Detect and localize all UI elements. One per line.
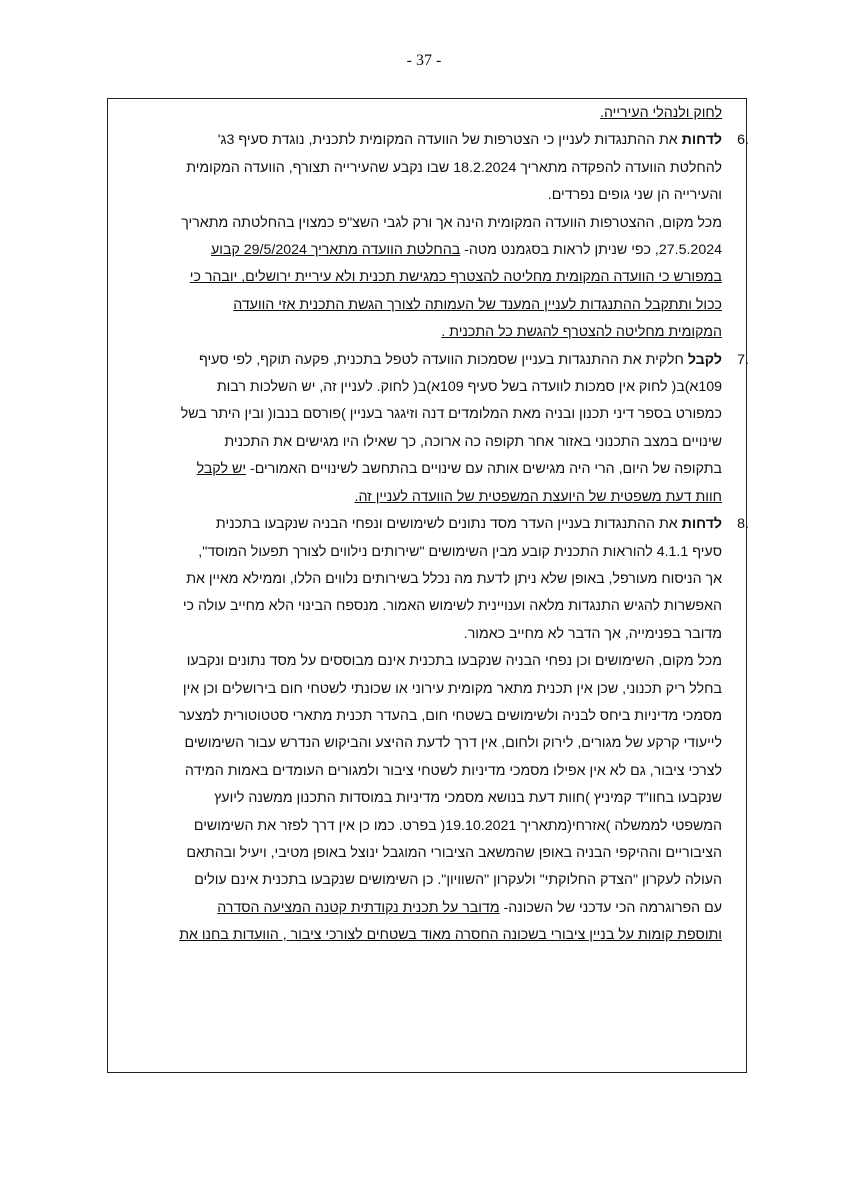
text-line: הציבוריים וההיקפי הבניה באופן שהמשאב הציבורי המוגבל ינוצל באופן מטיבי, ויעיל ובהתאם (186, 844, 722, 861)
underlined-line: במפורש כי הוועדה המקומית מחליטה להצטרף כמגישת תכנית ולא עיריית ירושלים, יובהר כי (189, 269, 722, 286)
item-number: 8. (737, 516, 749, 533)
item-number: 6. (737, 132, 749, 149)
text-line: לייעודי קרקע של מגורים, לירוק ולחום, אין דרך לדעת ההיצע והביקוש הנדרש עבור השימושים (184, 735, 722, 752)
continuation-line: לחוק ולנהלי העירייה. (600, 105, 722, 121)
text-line: בחלל ריק תכנוני, שכן אין תכנית מתאר מקומית עירוני או שכונתי לשטחי חום בירושלים וכן אין (182, 680, 722, 697)
text-line: והעירייה הן שני גופים נפרדים. (547, 187, 722, 204)
text-line: שנקבעו בחוו"ד קמיניץ )חוות דעת בנושא מסמכי מדיניות במוסדות התכנון ממשנה ליועץ (214, 790, 722, 807)
decision-item-8 (120, 511, 749, 950)
text-line: מכל מקום, ההצטרפות הוועדה המקומית הינה אך ורק לגבי השצ"פ כמצוין בהחלטתה מתאריך (181, 214, 722, 231)
underlined-line: חוות דעת משפטית של היועצת המשפטית של הוועדה לעניין זה. (354, 488, 722, 505)
text-line: האפשרות להגיש התנגדות מלאה וענויינית לשימוש האמור. מנספח הבינוי הלא מחייב עולה כי (182, 598, 722, 615)
decision-verb: לדחות (681, 132, 722, 149)
text-line: 109א)ב( לחוק אין סמכות לוועדה בשל סעיף 109א)ב( לחוק. לעניין זה, יש השלכות רבות (216, 379, 722, 396)
decision-item-7 (120, 347, 749, 511)
decision-verb: לדחות (681, 516, 722, 533)
decision-item-6 (120, 127, 749, 346)
text-line: עם הפרוגרמה הכי עדכני של השכונה- מדובר על תכנית נקודתית קטנה המציעה הסדרה (217, 899, 722, 916)
page-number: - 37 - (406, 52, 442, 69)
text-line: מדובר בפנימייה, אך הדבר לא מחייב כאמור. (463, 625, 722, 642)
text-line: להחלטת הוועדה להפקדה מתאריך 18.2.2024 שבו נקבע שהעירייה תצורף, הוועדה המקומית (186, 159, 722, 176)
text-line: המשפטי לממשלה )אזרחי(מתאריך 19.10.2021( בפרט. כמו כן אין דרך לפזר את השימושים (193, 817, 722, 834)
text-line: סעיף 4.1.1 להוראות התכנית קובע מבין השימושים "שירותים נילווים לצורך תפעול המוסד", (198, 543, 722, 560)
text-line: לדחות את ההתנגדות לעניין כי הצטרפות של הוועדה המקומית לתכנית, נוגדת סעיף 3ג' (217, 132, 722, 149)
underlined-line: ותוספת קומות על בניין ציבורי בשכונה החסרה מאוד בשטחים לצורכי ציבור , הוועדות בחנו את (179, 927, 722, 944)
text-line: לצרכי ציבור, גם לא אין אפילו מסמכי מדיניות לשטחי ציבור ולמגורים העומדים באמות המידה (184, 762, 722, 779)
text-line: שינויים במצב התכנוני באזור אחר תקופה כה ארוכה, כך שאילו היו מגישים את התכנית (224, 433, 722, 450)
text-line: העולה לעקרון "הצדק החלוקתי" ולעקרון "השוויון". כן השימושים שנקבעו בתכנית אינם עולים (194, 872, 722, 889)
item-number: 7. (737, 351, 749, 368)
text-line: לקבל חלקית את ההתנגדות בעניין שסמכות הוועדה לטפל בתכנית, פקעה תוקף, לפי סעיף (198, 351, 722, 368)
text-line: מכל מקום, השימושים וכן נפחי הבניה שנקבעו בתכנית אינם מבוססים על מסד נתונים ונקבעו (186, 653, 722, 670)
text-line: מסמכי מדיניות ביחס לבניה ולשימושים בשטחי חום, בהעדר תכנית מתארי סטטוטורית למצער (178, 707, 722, 724)
text-line: בתקופה של היום, הרי היה מגישים אותה עם שינויים בהתחשב לשינויים האמורים- יש לקבל (196, 461, 722, 478)
decision-verb: לקבל (687, 351, 722, 368)
text-line: לדחות את ההתנגדות בעניין העדר מסד נתונים לשימושים ונפחי הבניה שנקבעו בתכנית (215, 516, 722, 533)
text-line: אך הניסוח מעורפל, באופן שלא ניתן לדעת מה נכלל בשירותים נלווים הללו, וממילא מאיין את (186, 570, 722, 587)
underlined-line: המקומית מחליטה להצטרף להגשת כל התכנית . (441, 324, 722, 341)
underlined-line: ככול ותתקבל ההתנגדות לעניין המענד של העמותה לצורך הגשת התכנית אזי הוועדה (233, 296, 722, 313)
text-line: 27.5.2024, כפי שניתן לראות בסגמנט מטה- בהחלטת הוועדה מתאריך 29/5/2024 קבוע (211, 242, 722, 259)
text-line: כמפורט בספר דיני תכנון ובניה מאת המלומדים דנה וזיגגר בעניין )פורסם בנבו( ובין היתר בשל (180, 406, 722, 423)
document-body (120, 100, 749, 950)
